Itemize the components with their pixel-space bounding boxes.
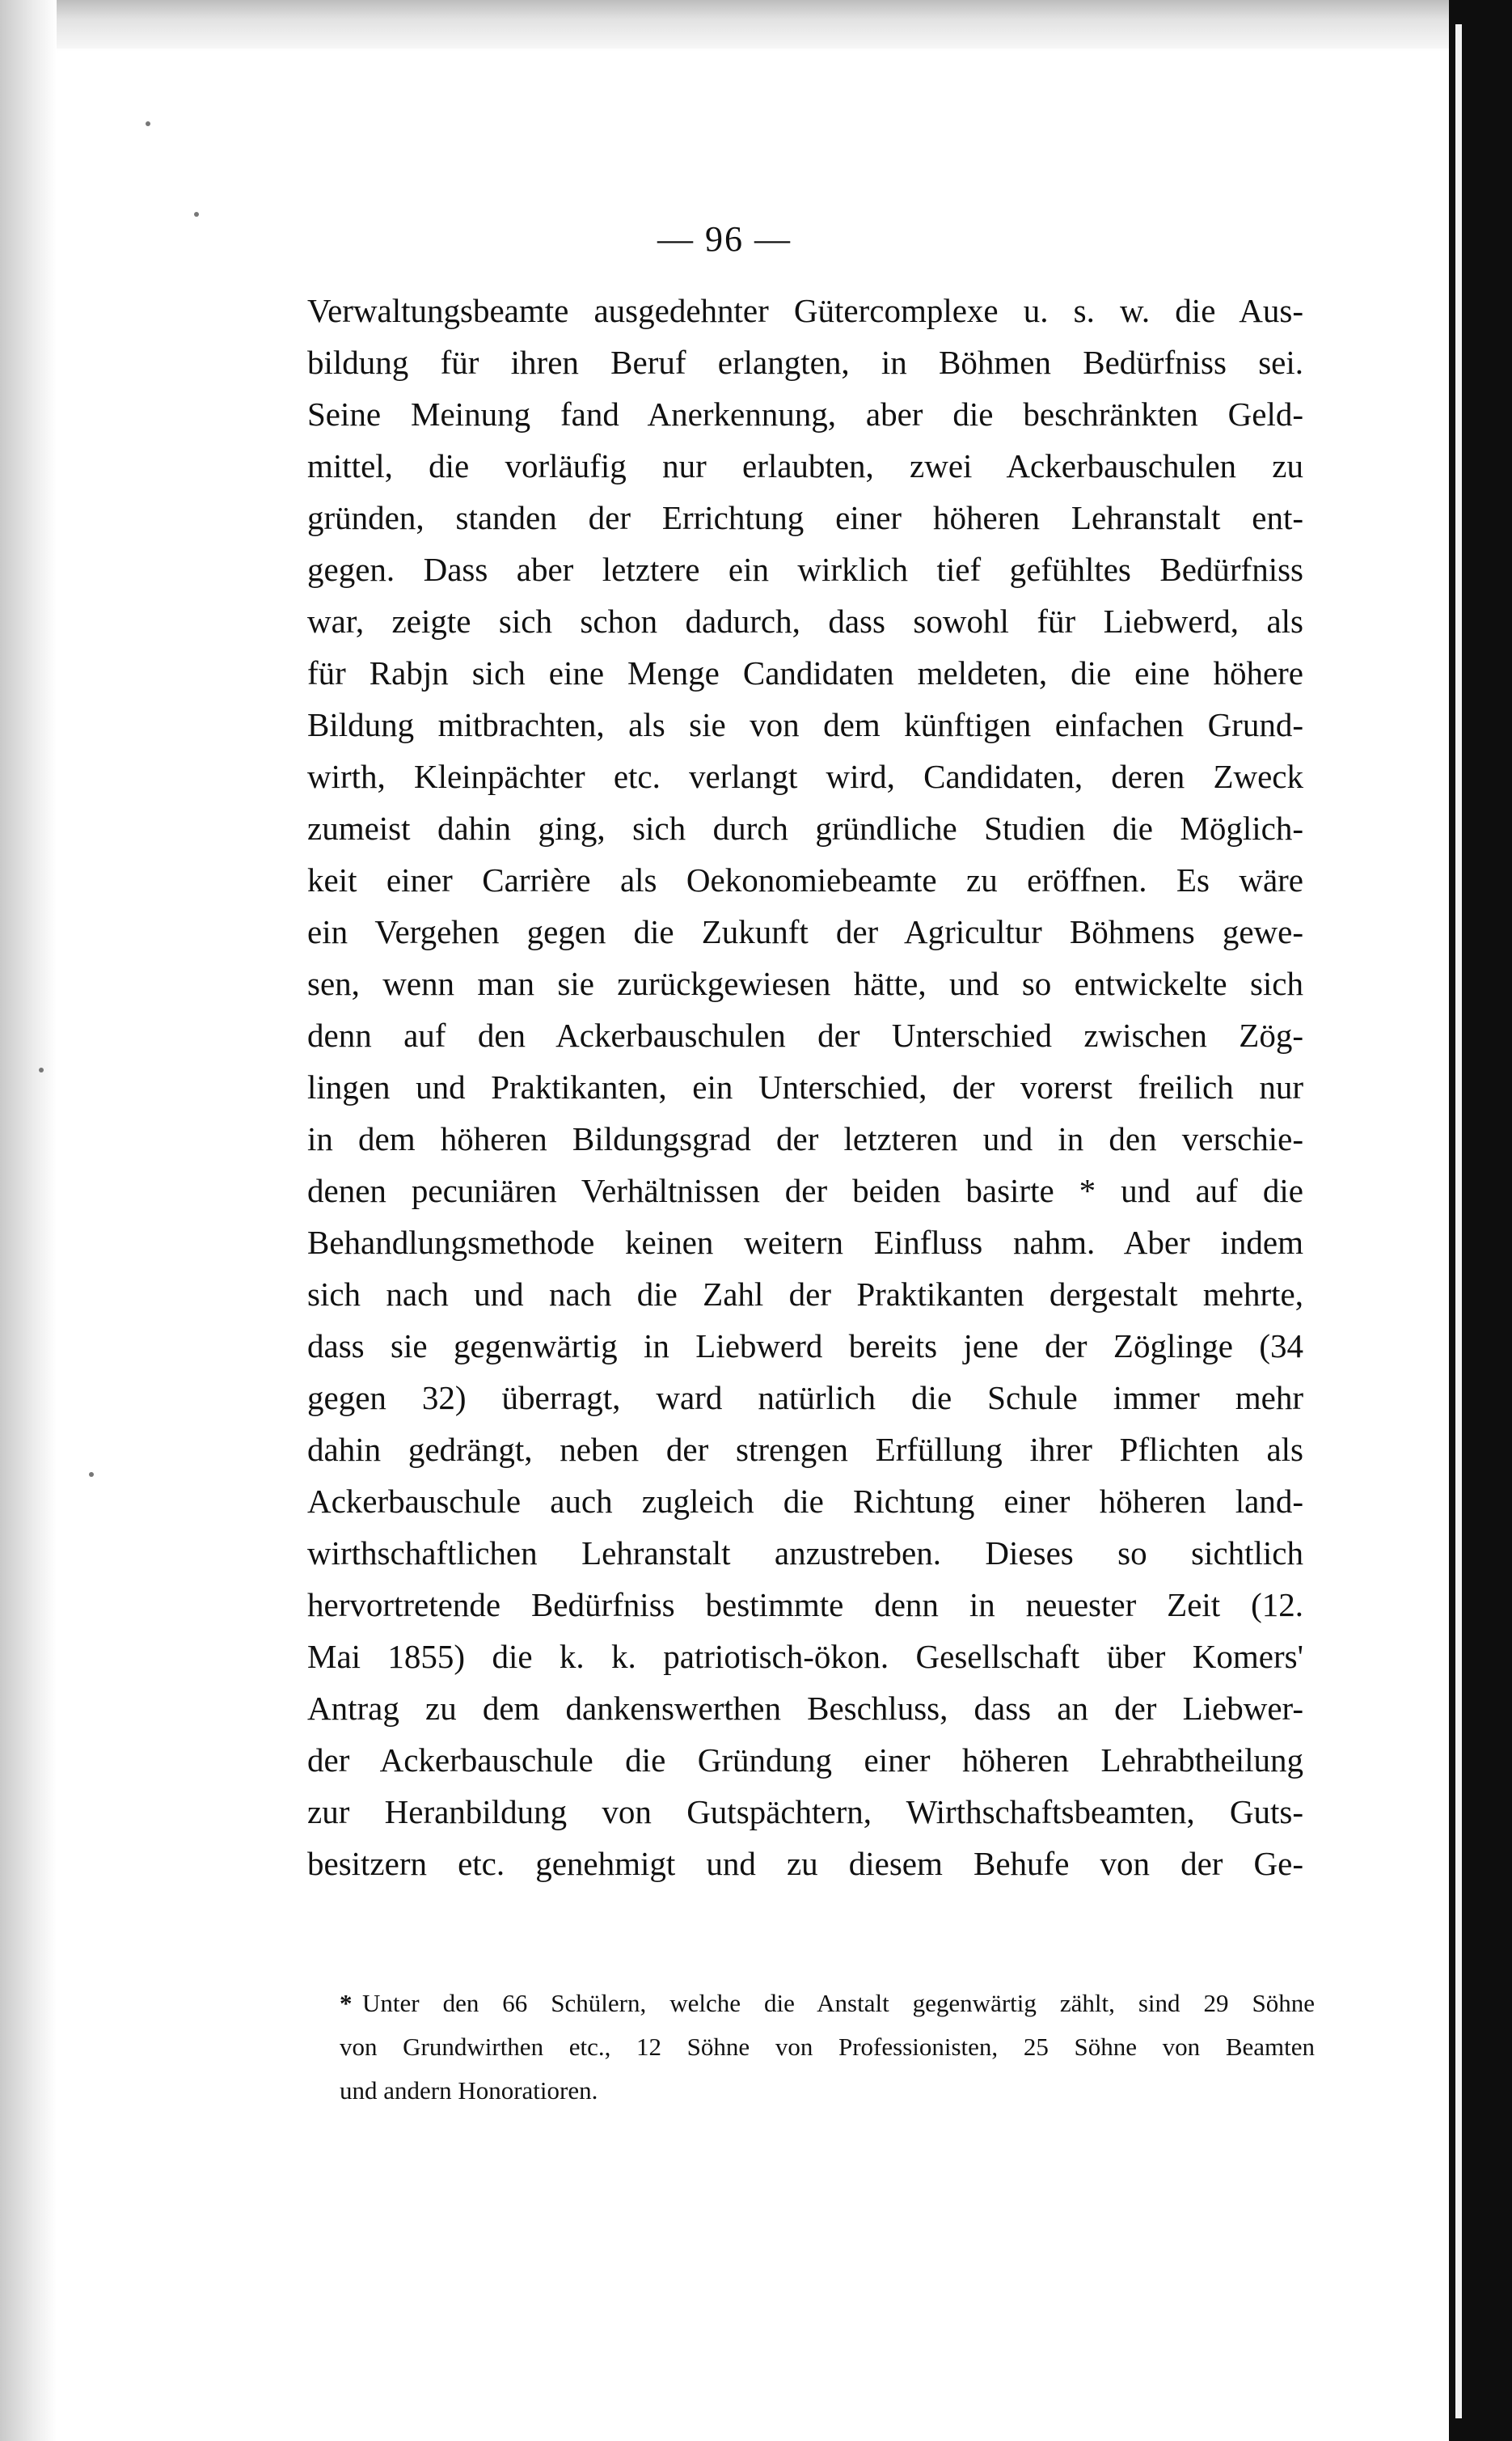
text-line: sich nach und nach die Zahl der Praktikanten dergestalt mehrte,: [307, 1275, 1303, 1313]
footnote-line-text: Unter den 66 Schülern, welche die Anstalt gegenwärtig zählt, sind 29 Söhne: [362, 1989, 1315, 2017]
page-number: — 96 —: [657, 219, 792, 259]
text-line: dahin gedrängt, neben der strengen Erfüllung ihrer Pflichten als: [307, 1431, 1303, 1468]
body-text: [307, 285, 1303, 1889]
scan-speck: [194, 212, 199, 217]
text-line: zumeist dahin ging, sich durch gründliche Studien die Möglich-: [307, 810, 1303, 847]
text-line: Verwaltungsbeamte ausgedehnter Gütercomplexe u. s. w. die Aus-: [307, 292, 1303, 329]
footnote-marker: *: [340, 1989, 353, 2017]
text-line: für Rabjn sich eine Menge Candidaten meldeten, die eine höhere: [307, 654, 1303, 692]
text-line: sen, wenn man sie zurückgewiesen hätte, und so entwickelte sich: [307, 965, 1303, 1002]
footnote: [340, 1982, 1315, 2113]
footnote-line: [340, 1982, 1315, 2025]
scan-speck: [39, 1068, 44, 1072]
text-line: denen pecuniären Verhältnissen der beiden basirte * und auf die: [307, 1172, 1303, 1209]
text-line: wirth, Kleinpächter etc. verlangt wird, Candidaten, deren Zweck: [307, 758, 1303, 795]
text-line: Ackerbauschule auch zugleich die Richtung einer höheren land-: [307, 1483, 1303, 1520]
text-line: bildung für ihren Beruf erlangten, in Böhmen Bedürfniss sei.: [307, 344, 1303, 381]
text-line: Seine Meinung fand Anerkennung, aber die beschränkten Geld-: [307, 396, 1303, 433]
text-line: ein Vergehen gegen die Zukunft der Agricultur Böhmens gewe-: [307, 913, 1303, 950]
text-line: gegen. Dass aber letztere ein wirklich tief gefühltes Bedürfniss: [307, 551, 1303, 588]
text-line: der Ackerbauschule die Gründung einer höheren Lehrabtheilung: [307, 1741, 1303, 1779]
text-line: gründen, standen der Errichtung einer höheren Lehranstalt ent-: [307, 499, 1303, 536]
text-line: Behandlungsmethode keinen weitern Einfluss nahm. Aber indem: [307, 1224, 1303, 1261]
scan-speck: [146, 121, 150, 126]
text-line: denn auf den Ackerbauschulen der Unterschied zwischen Zög-: [307, 1017, 1303, 1054]
text-line: Mai 1855) die k. k. patriotisch-ökon. Gesellschaft über Komers': [307, 1638, 1303, 1675]
scan-shadow-left: [0, 0, 57, 2441]
text-line: keit einer Carrière als Oekonomiebeamte zu eröffnen. Es wäre: [307, 861, 1303, 899]
text-line: zur Heranbildung von Gutspächtern, Wirthschaftsbeamten, Guts-: [307, 1793, 1303, 1830]
text-line: Antrag zu dem dankenswerthen Beschluss, dass an der Liebwer-: [307, 1690, 1303, 1727]
text-line: gegen 32) überragt, ward natürlich die Schule immer mehr: [307, 1379, 1303, 1416]
scan-page-edge: [1455, 24, 1462, 2418]
text-line: dass sie gegenwärtig in Liebwerd bereits jene der Zöglinge (34: [307, 1327, 1303, 1364]
text-line: mittel, die vorläufig nur erlaubten, zwei Ackerbauschulen zu: [307, 447, 1303, 484]
footnote-line: und andern Honoratioren.: [340, 2076, 598, 2105]
text-line: lingen und Praktikanten, ein Unterschied, der vorerst freilich nur: [307, 1068, 1303, 1106]
text-line: war, zeigte sich schon dadurch, dass sowohl für Liebwerd, als: [307, 603, 1303, 640]
footnote-line: von Grundwirthen etc., 12 Söhne von Professionisten, 25 Söhne von Beamten: [340, 2033, 1315, 2061]
text-line: wirthschaftlichen Lehranstalt anzustreben. Dieses so sichtlich: [307, 1534, 1303, 1572]
text-line: Bildung mitbrachten, als sie von dem künftigen einfachen Grund-: [307, 706, 1303, 743]
scan-shadow-top: [0, 0, 1455, 49]
text-line: besitzern etc. genehmigt und zu diesem Behufe von der Ge-: [307, 1845, 1303, 1882]
text-line: in dem höheren Bildungsgrad der letzteren und in den verschie-: [307, 1120, 1303, 1157]
text-line: hervortretende Bedürfniss bestimmte denn in neuester Zeit (12.: [307, 1586, 1303, 1623]
scan-speck: [89, 1472, 94, 1477]
